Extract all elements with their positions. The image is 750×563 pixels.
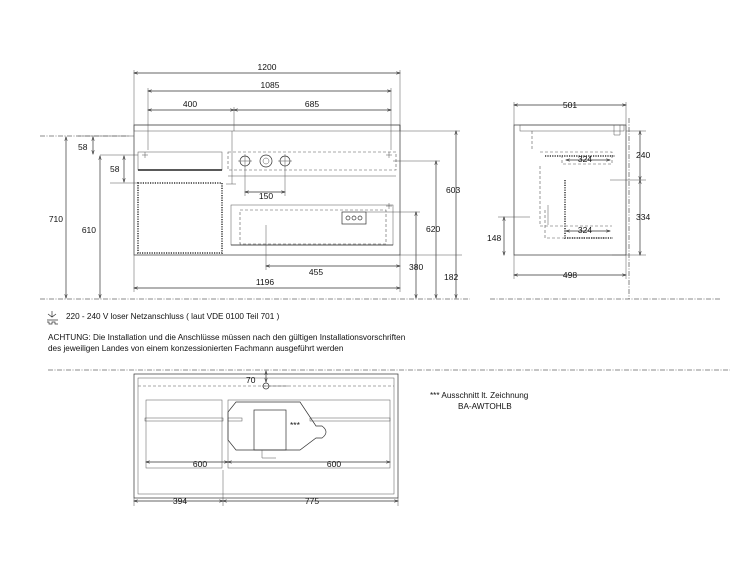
- cabinet-outline: [134, 125, 400, 255]
- water-connector-right: [278, 154, 292, 168]
- dim-pipe-spacing: 150: [258, 191, 274, 201]
- front-view: [40, 62, 720, 299]
- dim-height-182: 182: [444, 272, 459, 282]
- dim-drain-offset: 455: [308, 267, 324, 277]
- warning-line-1: ACHTUNG: Die Installation und die Anschlüsse müssen nach den gültigen Installationsvorschriften: [48, 333, 406, 342]
- cutout-mark: ***: [290, 420, 300, 430]
- right-compartment: [228, 400, 390, 468]
- upper-cutout: [532, 131, 612, 164]
- dim-bottom-depth: 498: [562, 270, 578, 280]
- washbasin-top: [134, 125, 400, 131]
- cutout-note-line-1: *** Ausschnitt lt. Zeichnung: [430, 391, 529, 400]
- water-connector-left: [238, 154, 252, 168]
- dim-cutout-upper: 324: [577, 154, 593, 164]
- dim-bottom-width: 1196: [255, 277, 275, 287]
- upper-shelf: [138, 152, 222, 170]
- top-view: [48, 370, 730, 506]
- drawer-front: [231, 205, 393, 245]
- left-compartment: [146, 400, 222, 468]
- dim-height-710: 710: [48, 214, 63, 224]
- dim-overall-width: 1200: [257, 62, 277, 72]
- dim-left-inner: 600: [192, 459, 208, 469]
- open-niche: [138, 183, 222, 253]
- dim-cutout-lower: 324: [577, 225, 593, 235]
- top-outline: [134, 374, 398, 498]
- washbasin-cutout: [228, 402, 326, 450]
- siphon-cutout: [254, 410, 286, 450]
- dim-height-240: 240: [636, 150, 651, 160]
- dim-left-part: 400: [182, 99, 198, 109]
- dim-pipe-offset: 70: [246, 375, 256, 385]
- dim-right-part: 685: [304, 99, 320, 109]
- cutout-note-line-2: BA-AWTOHLB: [458, 402, 512, 411]
- dim-top-offset-b: 58: [110, 164, 120, 174]
- dim-height-620: 620: [426, 224, 441, 234]
- electrical-note: 220 - 240 V loser Netzanschluss ( laut VDE 0100 Teil 701 ): [66, 312, 280, 321]
- warning-line-2: des jeweiligen Landes von einem konzessionierten Fachmann ausgeführt werden: [48, 344, 344, 353]
- upper-drawer: [228, 152, 396, 170]
- power-socket: [342, 212, 366, 224]
- dim-right-inner: 600: [326, 459, 342, 469]
- dim-inner-width: 1085: [260, 80, 280, 90]
- dim-left-outer: 394: [172, 496, 188, 506]
- dim-top-offset-a: 58: [78, 142, 88, 152]
- side-view: [487, 100, 650, 299]
- electrical-connection-icon: [47, 311, 58, 324]
- dim-height-603: 603: [446, 185, 461, 195]
- dim-right-outer: 775: [304, 496, 320, 506]
- dim-height-334: 334: [636, 212, 651, 222]
- side-outline: [514, 125, 626, 255]
- dim-top-depth: 501: [562, 100, 578, 110]
- drain-connector: [260, 155, 272, 167]
- dim-height-610: 610: [81, 225, 96, 235]
- dim-height-148: 148: [487, 233, 502, 243]
- dim-height-380: 380: [409, 262, 424, 272]
